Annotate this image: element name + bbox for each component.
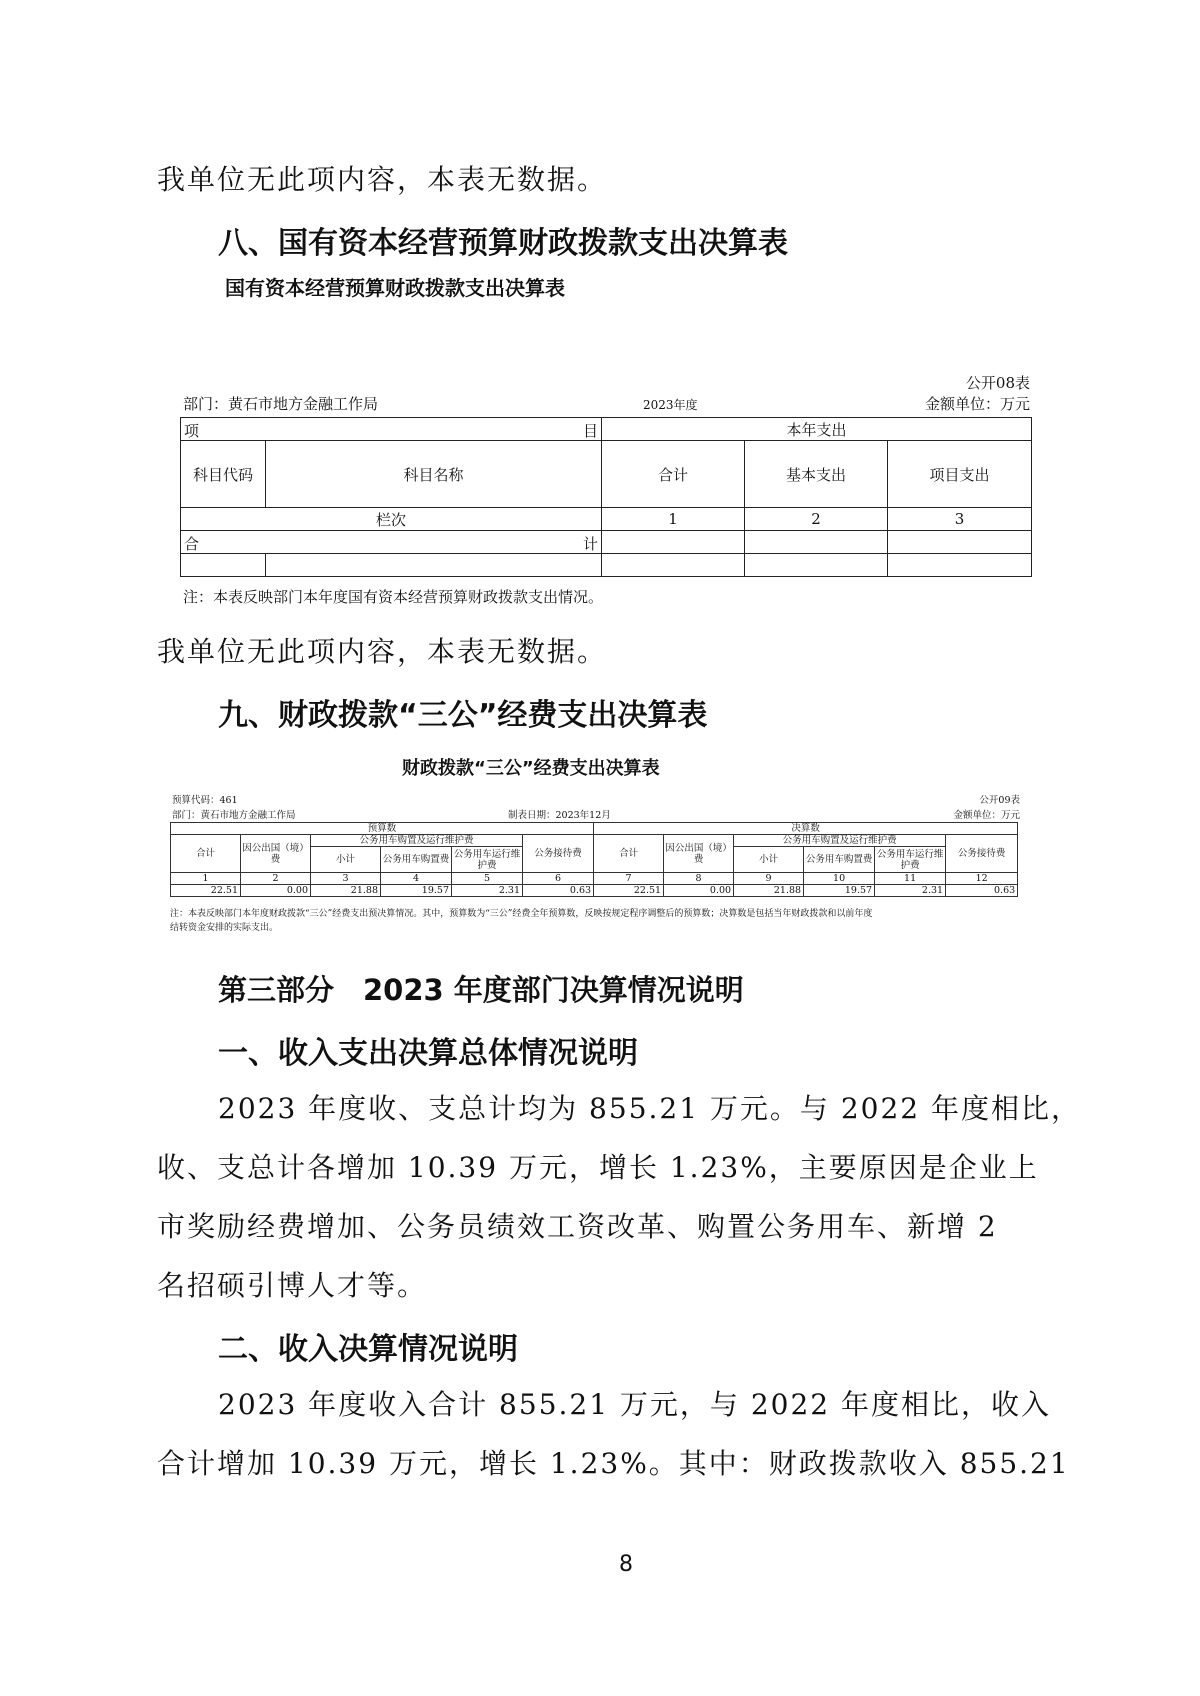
part3-sub2: 二、收入决算情况说明 [218,1332,518,1367]
header-total: 合计 [171,835,241,873]
table-row [181,418,1032,441]
table-cell [745,554,888,577]
paragraph-line: 市奖励经费增加、公务员绩效工资改革、购置公务用车、新增 2 [157,1210,998,1243]
col-number: 12 [946,873,1018,885]
header-reception: 公务接待费 [523,835,594,873]
table-row [181,508,1032,531]
header-purchase: 公务用车购置费 [804,847,875,873]
intro-no-data-text: 我单位无此项内容，本表无数据。 [157,163,608,196]
table-row [181,531,1032,554]
table-row [171,823,1018,835]
header-total: 合计 [594,835,664,873]
row-total-a: 合 [184,535,200,553]
header-project: 项目支出 [888,441,1032,508]
section9-date: 制表日期：2023年12月 [508,810,611,821]
col-number: 9 [734,873,804,885]
section9-unit: 金额单位：万元 [953,810,1020,821]
header-item-end: 目 [582,422,598,440]
paragraph-line: 收、支总计各增加 10.39 万元，增长 1.23%，主要原因是企业上 [157,1151,1039,1184]
header-final: 决算数 [594,823,1018,835]
table-cell [888,554,1032,577]
col-number: 6 [523,873,594,885]
section8-no-data-text: 我单位无此项内容，本表无数据。 [157,635,608,668]
table-cell [266,554,602,577]
header-basic: 基本支出 [745,441,888,508]
header-budget: 预算数 [171,823,594,835]
section9-table [170,822,1018,897]
section9-heading: 九、财政拨款“三公”经费支出决算表 [218,698,708,733]
header-item: 项 [184,422,200,440]
table-cell [745,531,888,554]
value-cell: 19.57 [804,885,875,897]
col-number: 5 [452,873,523,885]
section8-form-no: 公开08表 [965,374,1030,392]
header-total: 合计 [602,441,745,508]
table-cell [602,531,745,554]
header-subtotal: 小计 [734,847,804,873]
header-vehicle: 公务用车购置及运行维护费 [311,835,523,847]
table-cell [181,554,266,577]
paragraph-line: 名招硕引博人才等。 [157,1269,428,1302]
paragraph-line: 2023 年度收入合计 855.21 万元，与 2022 年度相比，收入 [218,1388,1051,1421]
value-cell: 0.63 [946,885,1018,897]
col-number: 2 [241,873,311,885]
row-total-b: 计 [582,535,598,553]
header-annual-expenditure: 本年支出 [602,418,1032,441]
value-cell: 0.00 [241,885,311,897]
section9-budget-code: 预算代码：461 [172,795,238,806]
col-number: 7 [594,873,664,885]
table-row [181,554,1032,577]
col-number: 1 [602,508,745,531]
col-number: 4 [381,873,452,885]
row-column-label: 栏次 [181,508,602,531]
value-cell: 0.63 [523,885,594,897]
col-number: 3 [311,873,381,885]
section8-note: 注：本表反映部门本年度国有资本经营预算财政拨款支出情况。 [183,588,604,606]
table-row [171,835,1018,847]
paragraph-line: 合计增加 10.39 万元，增长 1.23%。其中：财政拨款收入 855.21 [157,1447,1070,1480]
value-cell: 2.31 [452,885,523,897]
value-cell: 22.51 [171,885,241,897]
header-running: 公务用车运行维护费 [875,847,946,873]
table-cell [888,531,1032,554]
value-cell: 22.51 [594,885,664,897]
part3-sub1: 一、收入支出决算总体情况说明 [218,1036,638,1071]
section9-dept: 部门：黄石市地方金融工作局 [172,810,296,821]
table-row [181,441,1032,508]
part3-heading: 第三部分 2023 年度部门决算情况说明 [218,973,744,1007]
value-cell: 2.31 [875,885,946,897]
table-cell [602,554,745,577]
section8-table [180,417,1032,577]
header-subject-name: 科目名称 [266,441,602,508]
col-number: 1 [171,873,241,885]
page-number: 8 [619,1552,633,1577]
section9-note-line2: 结转资金安排的实际支出。 [170,923,279,933]
section8-table-title: 国有资本经营预算财政拨款支出决算表 [225,276,565,300]
header-abroad: 因公出国（境）费 [241,835,311,873]
col-number: 10 [804,873,875,885]
value-cell: 21.88 [311,885,381,897]
col-number: 3 [888,508,1032,531]
section8-unit: 金额单位：万元 [924,395,1030,413]
header-purchase: 公务用车购置费 [381,847,452,873]
value-cell: 0.00 [664,885,734,897]
header-subtotal: 小计 [311,847,381,873]
section9-form-no: 公开09表 [979,795,1020,806]
col-number: 11 [875,873,946,885]
table-row [171,885,1018,897]
section8-heading: 八、国有资本经营预算财政拨款支出决算表 [218,226,788,261]
table-row [171,873,1018,885]
header-vehicle: 公务用车购置及运行维护费 [734,835,946,847]
value-cell: 21.88 [734,885,804,897]
header-running: 公务用车运行维护费 [452,847,523,873]
col-number: 8 [664,873,734,885]
section9-note-line1: 注：本表反映部门本年度财政拨款“三公”经费支出预决算情况。其中，预算数为“三公”经费全年预算数，反映按规定程序调整后的预算数；决算数是包括当年财政拨款和以前年度 [170,909,873,919]
paragraph-line: 2023 年度收、支总计均为 855.21 万元。与 2022 年度相比， [218,1092,1081,1125]
section9-table-title: 财政拨款“三公”经费支出决算表 [402,758,660,779]
header-subject-code: 科目代码 [181,441,266,508]
section8-year: 2023年度 [643,398,698,412]
col-number: 2 [745,508,888,531]
header-abroad: 因公出国（境）费 [664,835,734,873]
header-reception: 公务接待费 [946,835,1018,873]
section8-dept: 部门：黄石市地方金融工作局 [183,395,379,413]
value-cell: 19.57 [381,885,452,897]
